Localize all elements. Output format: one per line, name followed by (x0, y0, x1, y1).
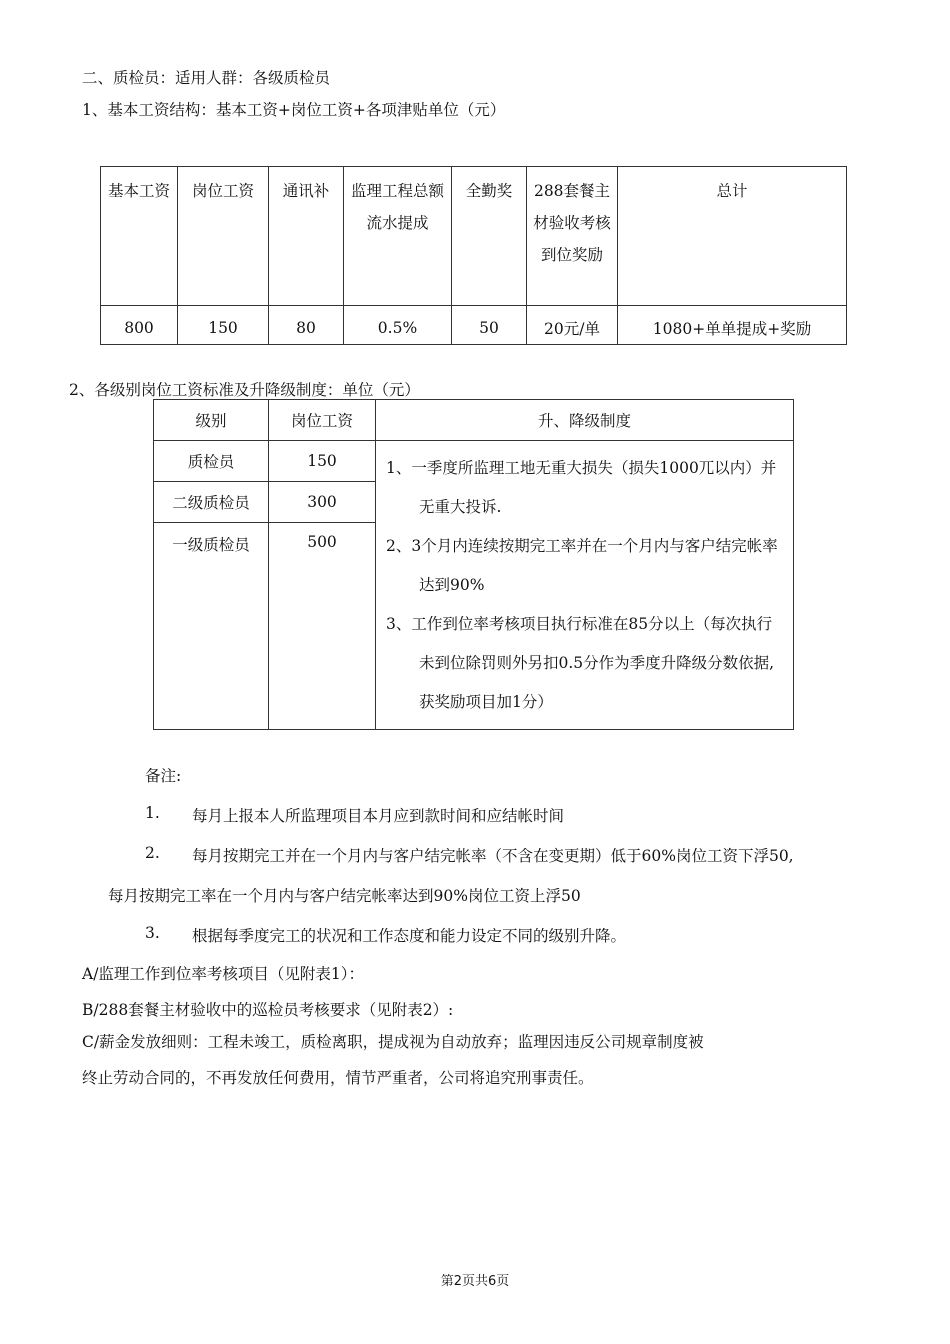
header-cell: 岗位工资 (178, 167, 269, 306)
appendix-b: B/288套餐主材验收中的巡检员考核要求（见附表2）: (82, 1001, 454, 1019)
value-cell: 0.5% (344, 306, 452, 345)
note-text: 每月上报本人所监理项目本月应到款时间和应结帐时间 (192, 807, 565, 825)
table-row (154, 441, 794, 482)
appendix-a: A/监理工作到位率考核项目（见附表1）： (82, 965, 365, 983)
rule-item: 1、一季度所监理工地无重大损失（损失1000兀以内）并无重大投诉. (386, 459, 777, 516)
level-cell: 一级质检员 (154, 523, 269, 730)
wage-cell: 500 (269, 523, 376, 730)
value-cell: 150 (178, 306, 269, 345)
table-row (101, 306, 847, 345)
header-cell: 基本工资 (101, 167, 178, 306)
value-cell: 80 (269, 306, 344, 345)
header-cell: 级别 (154, 400, 269, 441)
table-header-row (154, 400, 794, 441)
notes-title: 备注: (145, 767, 182, 785)
header-cell: 升、降级制度 (376, 400, 794, 441)
wage-cell: 300 (269, 482, 376, 523)
level-wage-table (153, 399, 794, 730)
level-standard-title: 2、各级别岗位工资标准及升降级制度：单位（元） (69, 381, 420, 399)
value-cell: 800 (101, 306, 178, 345)
note-text-continued: 每月按期完工率在一个月内与客户结完帐率达到90%岗位工资上浮50 (108, 887, 581, 905)
salary-structure-title: 1、基本工资结构：基本工资+岗位工资+各项津贴单位（元） (82, 101, 506, 119)
note-number: 1. (145, 804, 160, 822)
appendix-c-line2: 终止劳动合同的，不再发放任何费用，情节严重者，公司将追究刑事责任。 (82, 1069, 594, 1087)
header-cell: 288套餐主材验收考核到位奖励 (527, 167, 618, 306)
page-footer: 第2页共6页 (440, 1274, 510, 1289)
header-cell: 总计 (618, 167, 847, 306)
note-number: 3. (145, 924, 160, 942)
table-header-row (101, 167, 847, 306)
note-text: 根据每季度完工的状况和工作态度和能力设定不同的级别升降。 (192, 927, 627, 945)
section-title: 二、质检员：适用人群：各级质检员 (82, 69, 331, 87)
rule-item: 3、工作到位率考核项目执行标准在85分以上（每次执行未到位除罚则外另扣0.5分作为季度升降级分数依据,获奖励项目加1分） (386, 615, 775, 711)
value-cell: 1080+单单提成+奖励 (618, 306, 847, 345)
level-cell: 二级质检员 (154, 482, 269, 523)
appendix-c-line1: C/薪金发放细则：工程未竣工，质检离职，提成视为自动放弃；监理因违反公司规章制度被 (82, 1033, 704, 1051)
header-cell: 监理工程总额流水提成 (344, 167, 452, 306)
level-cell: 质检员 (154, 441, 269, 482)
header-cell: 全勤奖 (452, 167, 527, 306)
rule-item: 2、3个月内连续按期完工率并在一个月内与客户结完帐率达到90% (386, 537, 778, 594)
note-number: 2. (145, 844, 160, 862)
note-text: 每月按期完工并在一个月内与客户结完帐率（不含在变更期）低于60%岗位工资下浮50, (192, 847, 794, 865)
value-cell: 20元/单 (527, 306, 618, 345)
header-cell: 通讯补 (269, 167, 344, 306)
value-cell: 50 (452, 306, 527, 345)
salary-structure-table (100, 166, 847, 345)
promotion-rules-cell (376, 441, 794, 730)
header-cell: 岗位工资 (269, 400, 376, 441)
wage-cell: 150 (269, 441, 376, 482)
